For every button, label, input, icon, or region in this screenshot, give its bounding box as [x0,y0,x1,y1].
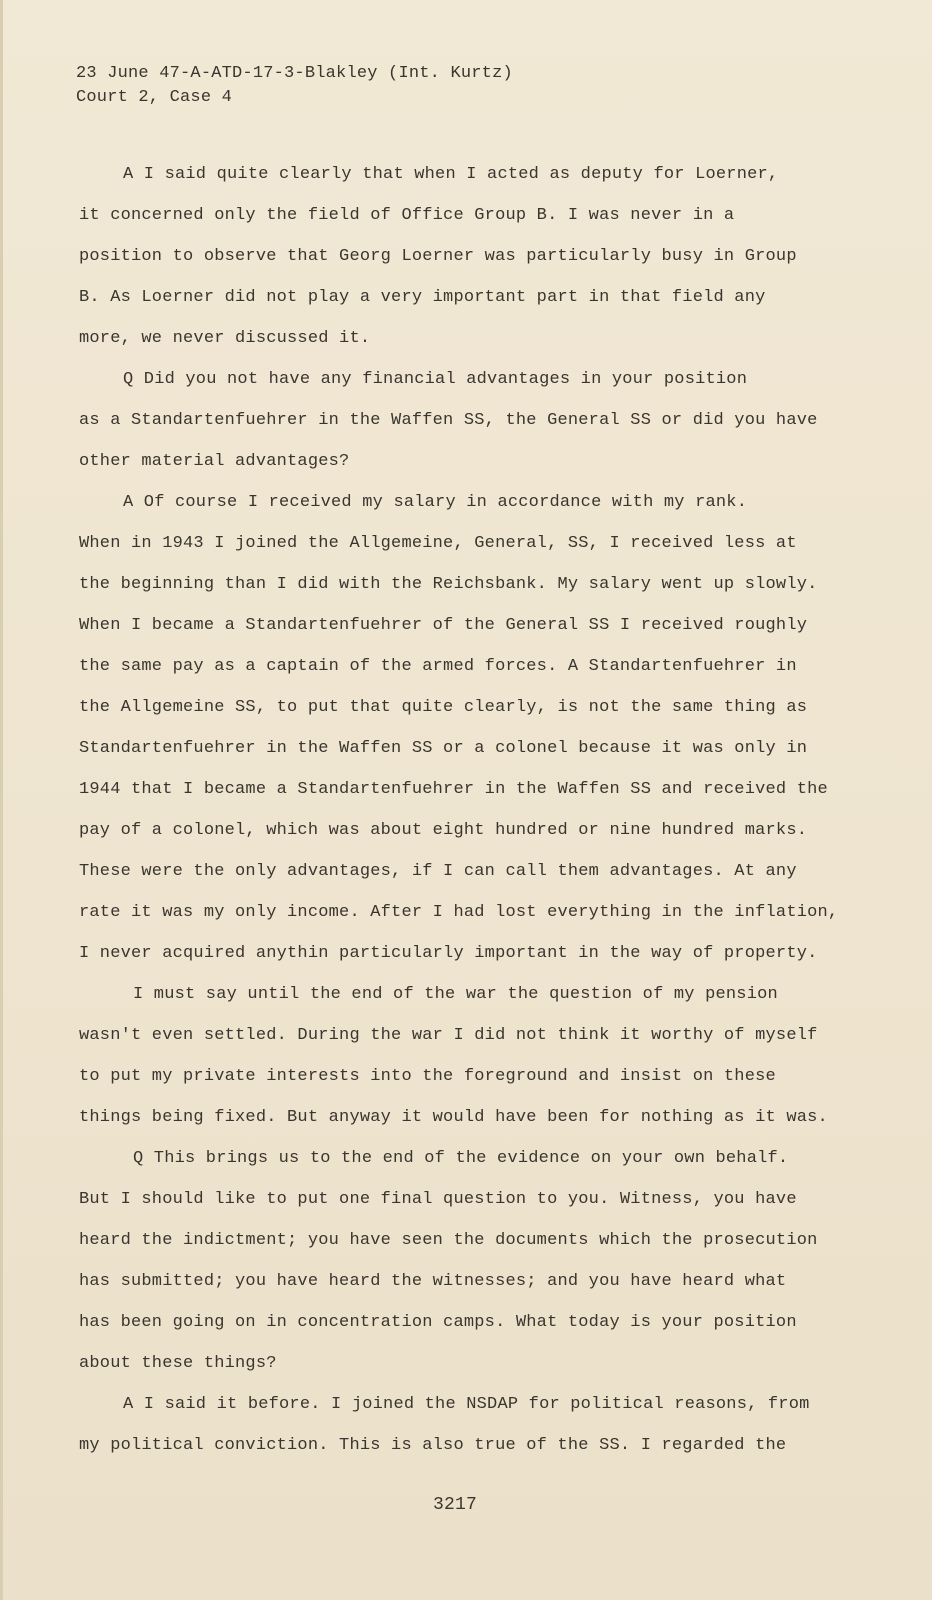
text-line: Q Did you not have any financial advantages in your position [123,370,748,389]
text-line: the beginning than I did with the Reichsbank. My salary went up slowly. [79,575,818,594]
text-line: Q This brings us to the end of the evidence on your own behalf. [133,1149,789,1168]
header-line-2: Court 2, Case 4 [76,88,233,107]
text-line: But I should like to put one final question to you. Witness, you have [79,1190,797,1209]
text-line: more, we never discussed it. [79,329,371,348]
page-number: 3217 [433,1495,478,1515]
text-line: as a Standartenfuehrer in the Waffen SS, the General SS or did you have [79,411,818,430]
text-line: rate it was my only income. After I had lost everything in the inflation, [79,903,839,922]
text-line: Standartenfuehrer in the Waffen SS or a colonel because it was only in [79,739,808,758]
document-header [76,62,513,110]
text-line: my political conviction. This is also true of the SS. I regarded the [79,1436,787,1455]
text-line: When I became a Standartenfuehrer of the General SS I received roughly [79,616,808,635]
text-line: other material advantages? [79,452,350,471]
text-line: the same pay as a captain of the armed forces. A Standartenfuehrer in [79,657,797,676]
text-line: to put my private interests into the foreground and insist on these [79,1067,776,1086]
text-line: B. As Loerner did not play a very important part in that field any [79,288,766,307]
text-line: When in 1943 I joined the Allgemeine, General, SS, I received less at [79,534,797,553]
text-line: A Of course I received my salary in accordance with my rank. [123,493,748,512]
header-line-1: 23 June 47-A-ATD-17-3-Blakley (Int. Kurtz) [76,64,513,83]
text-line: I must say until the end of the war the question of my pension [133,985,778,1004]
text-line: pay of a colonel, which was about eight hundred or nine hundred marks. [79,821,808,840]
text-line: it concerned only the field of Office Group B. I was never in a [79,206,735,225]
text-line: heard the indictment; you have seen the documents which the prosecution [79,1231,818,1250]
text-line: things being fixed. But anyway it would have been for nothing as it was. [79,1108,828,1127]
text-line: 1944 that I became a Standartenfuehrer in the Waffen SS and received the [79,780,828,799]
text-line: A I said quite clearly that when I acted as deputy for Loerner, [123,165,779,184]
text-line: A I said it before. I joined the NSDAP for political reasons, from [123,1395,810,1414]
text-line: has submitted; you have heard the witnesses; and you have heard what [79,1272,787,1291]
text-line: about these things? [79,1354,277,1373]
text-line: These were the only advantages, if I can call them advantages. At any [79,862,797,881]
text-line: wasn't even settled. During the war I did not think it worthy of myself [79,1026,818,1045]
text-line: position to observe that Georg Loerner was particularly busy in Group [79,247,797,266]
text-line: has been going on in concentration camps. What today is your position [79,1313,797,1332]
text-line: the Allgemeine SS, to put that quite clearly, is not the same thing as [79,698,808,717]
text-line: I never acquired anythin particularly important in the way of property. [79,944,818,963]
